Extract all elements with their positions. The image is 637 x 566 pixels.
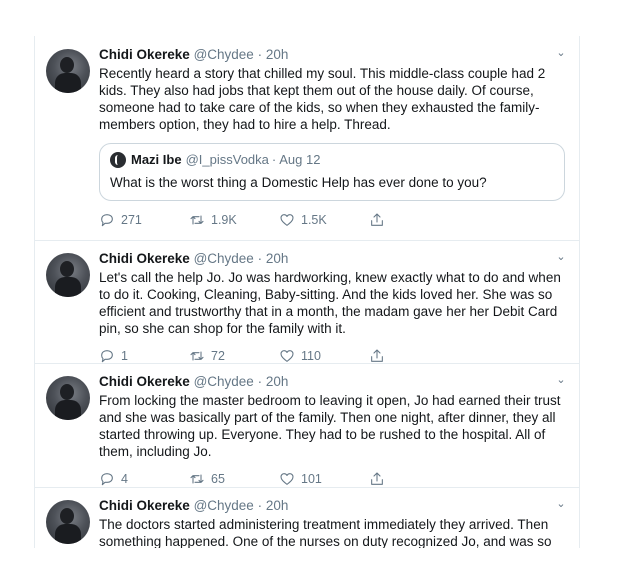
share-icon — [369, 212, 385, 228]
reply-count: 271 — [121, 213, 142, 227]
author-name[interactable]: Chidi Okereke — [99, 47, 190, 62]
tweet-text: The doctors started administering treatment immediately they arrived. Then something happened. One of the nurses on duty recognized Jo, and was so — [99, 517, 552, 548]
quoted-timestamp: Aug 12 — [279, 152, 321, 167]
chevron-down-icon[interactable]: ⌄ — [556, 498, 566, 510]
like-count: 110 — [301, 349, 321, 363]
avatar[interactable] — [46, 253, 90, 297]
like-count: 101 — [301, 472, 322, 486]
reply-count: 1 — [121, 349, 128, 363]
tweet-header — [99, 497, 563, 514]
tweet-content — [99, 497, 563, 548]
separator: · — [257, 498, 263, 513]
tweet-content — [99, 373, 563, 488]
retweet-icon — [189, 471, 205, 487]
reply-icon — [99, 212, 115, 228]
chevron-down-icon[interactable]: ⌄ — [556, 47, 566, 59]
quoted-author-name: Mazi Ibe — [131, 152, 182, 167]
heart-icon — [279, 212, 295, 228]
author-handle[interactable]: @Chydee — [193, 374, 254, 389]
heart-icon — [279, 348, 295, 364]
separator: · — [257, 374, 263, 389]
retweet-button[interactable] — [189, 471, 279, 487]
tweet-content — [99, 46, 563, 229]
retweet-button[interactable] — [189, 212, 279, 228]
timestamp[interactable]: 20h — [265, 374, 289, 389]
reply-icon — [99, 348, 115, 364]
tweet-text: Let's call the help Jo. Jo was hardworking, knew exactly what to do and when to do it. Cooking, Cleaning, Baby-sitting. And the kids loved her. She was so efficient and trustworthy that in a month, the madam gave her her Debit Card pin, so she can shop for the family with it. — [99, 270, 561, 336]
tweet-header — [99, 373, 563, 390]
retweet-count: 72 — [211, 349, 225, 363]
author-handle[interactable]: @Chydee — [193, 498, 254, 513]
quoted-author-handle: @I_pissVodka — [185, 152, 269, 167]
timestamp[interactable]: 20h — [265, 498, 289, 513]
retweet-button[interactable] — [189, 348, 279, 364]
avatar[interactable] — [46, 500, 90, 544]
quoted-tweet-text: What is the worst thing a Domestic Help has ever done to you? — [110, 175, 487, 190]
reply-icon — [99, 471, 115, 487]
like-button[interactable] — [279, 212, 369, 228]
reply-button[interactable] — [99, 212, 189, 228]
share-icon — [369, 348, 385, 364]
like-count: 1.5K — [301, 213, 327, 227]
tweet-header — [99, 46, 563, 63]
retweet-count: 65 — [211, 472, 225, 486]
author-handle[interactable]: @Chydee — [193, 251, 254, 266]
reply-button[interactable] — [99, 348, 189, 364]
tweet[interactable] — [35, 240, 579, 364]
like-button[interactable] — [279, 471, 369, 487]
tweet[interactable] — [35, 487, 579, 548]
tweet[interactable] — [35, 363, 579, 488]
tweet-content — [99, 250, 563, 365]
tweet-text: Recently heard a story that chilled my soul. This middle-class couple had 2 kids. They also had jobs that kept them out of the house daily. Of course, someone had to take care of the kids, so when they exhausted the family-members option, they had to hire a help. Thread. — [99, 66, 546, 132]
share-button[interactable] — [369, 348, 459, 364]
separator: · — [257, 251, 263, 266]
separator: · — [257, 47, 263, 62]
timestamp[interactable]: 20h — [265, 47, 289, 62]
reply-button[interactable] — [99, 471, 189, 487]
retweet-count: 1.9K — [211, 213, 237, 227]
share-button[interactable] — [369, 471, 459, 487]
avatar[interactable] — [46, 376, 90, 420]
tweet-actions — [99, 470, 563, 488]
quoted-avatar — [110, 152, 126, 168]
author-handle[interactable]: @Chydee — [193, 47, 254, 62]
reply-count: 4 — [121, 472, 128, 486]
heart-icon — [279, 471, 295, 487]
chevron-down-icon[interactable]: ⌄ — [556, 374, 566, 386]
tweet-header — [99, 250, 563, 267]
share-icon — [369, 471, 385, 487]
like-button[interactable] — [279, 348, 369, 364]
share-button[interactable] — [369, 212, 459, 228]
timeline — [34, 36, 580, 548]
avatar[interactable] — [46, 49, 90, 93]
chevron-down-icon[interactable]: ⌄ — [556, 251, 566, 263]
tweet-actions — [99, 211, 563, 229]
quoted-tweet[interactable] — [99, 143, 565, 201]
author-name[interactable]: Chidi Okereke — [99, 374, 190, 389]
retweet-icon — [189, 212, 205, 228]
author-name[interactable]: Chidi Okereke — [99, 251, 190, 266]
tweet-text: From locking the master bedroom to leaving it open, Jo had earned their trust and she was basically part of the family. Then one night, after dinner, they all started throwing up. Everyone. They had to be rushed to the hospital. All of them, including Jo. — [99, 393, 561, 459]
tweet[interactable] — [35, 36, 579, 241]
timestamp[interactable]: 20h — [265, 251, 289, 266]
quoted-tweet-header — [110, 152, 554, 168]
retweet-icon — [189, 348, 205, 364]
author-name[interactable]: Chidi Okereke — [99, 498, 190, 513]
separator: · — [271, 152, 277, 167]
